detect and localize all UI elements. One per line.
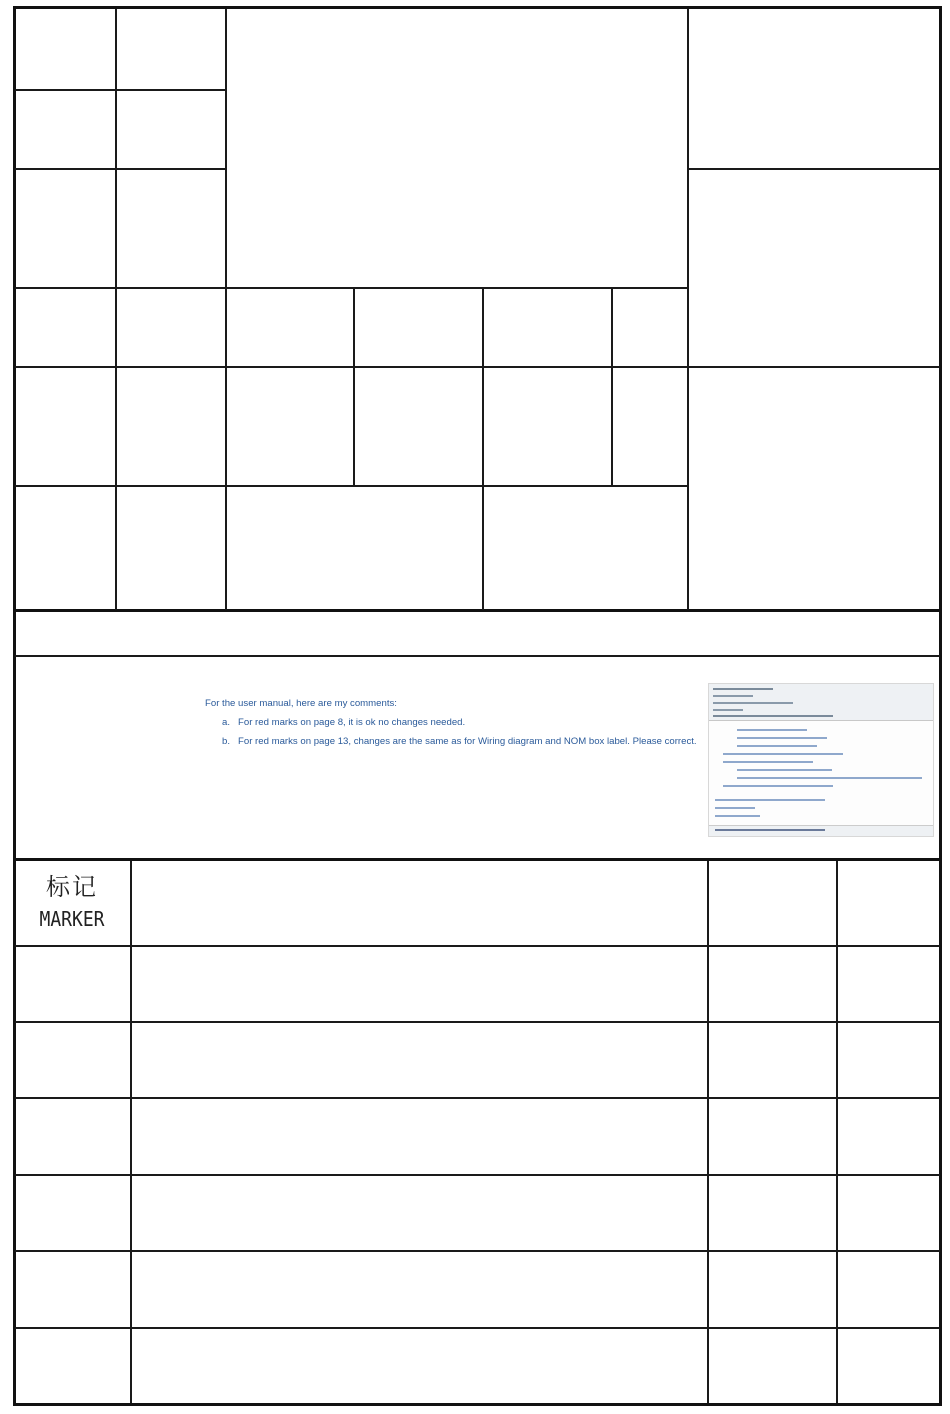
thumbnail-line xyxy=(715,829,825,831)
comment-text: For red marks on page 13, changes are the same as for Wiring diagram and NOM box label. Please correct. xyxy=(238,736,697,747)
comments-intro: For the user manual, here are my comments: xyxy=(205,698,397,709)
thumbnail-line xyxy=(723,761,813,763)
grid-line xyxy=(15,89,226,91)
grid-line xyxy=(115,9,117,610)
grid-line xyxy=(15,1327,940,1329)
section-divider xyxy=(15,858,940,861)
grid-line xyxy=(15,1021,940,1023)
grid-line xyxy=(482,287,484,610)
thumbnail-line xyxy=(713,695,753,697)
grid-line xyxy=(15,1174,940,1176)
thumbnail-line xyxy=(715,815,760,817)
thumbnail-line xyxy=(737,745,817,747)
section-divider xyxy=(15,655,940,657)
thumbnail-line xyxy=(713,688,773,690)
grid-line xyxy=(225,9,227,610)
grid-line xyxy=(15,1250,940,1252)
comment-letter: b. xyxy=(222,736,231,747)
thumbnail-line xyxy=(713,715,833,717)
thumbnail-line xyxy=(713,709,743,711)
grid-line xyxy=(15,168,226,170)
thumbnail-line xyxy=(723,785,833,787)
marker-header xyxy=(16,870,128,934)
thumbnail-line xyxy=(723,753,843,755)
grid-line xyxy=(15,366,940,368)
grid-line xyxy=(15,945,940,947)
thumbnail-line xyxy=(715,799,825,801)
thumbnail-line xyxy=(737,737,827,739)
email-screenshot-thumbnail xyxy=(708,683,934,837)
grid-line xyxy=(15,1097,940,1099)
comment-text: For red marks on page 8, it is ok no changes needed. xyxy=(238,717,466,728)
grid-line xyxy=(688,168,940,170)
comment-letter: a. xyxy=(222,717,231,728)
grid-line xyxy=(130,861,132,1403)
thumbnail-line xyxy=(715,807,755,809)
grid-line xyxy=(611,287,613,486)
grid-line xyxy=(707,861,709,1403)
comment-item xyxy=(205,713,697,732)
thumbnail-line xyxy=(737,769,832,771)
grid-line xyxy=(687,9,689,610)
thumbnail-line xyxy=(713,702,793,704)
review-comments xyxy=(205,694,697,751)
thumbnail-line xyxy=(737,777,922,779)
marker-label-cn: 标记 xyxy=(46,873,98,901)
comment-item xyxy=(205,732,697,751)
thumbnail-line xyxy=(737,729,807,731)
section-divider xyxy=(15,609,940,612)
grid-line xyxy=(353,287,355,486)
marker-label-en: MARKER xyxy=(39,907,105,931)
grid-line xyxy=(836,861,838,1403)
